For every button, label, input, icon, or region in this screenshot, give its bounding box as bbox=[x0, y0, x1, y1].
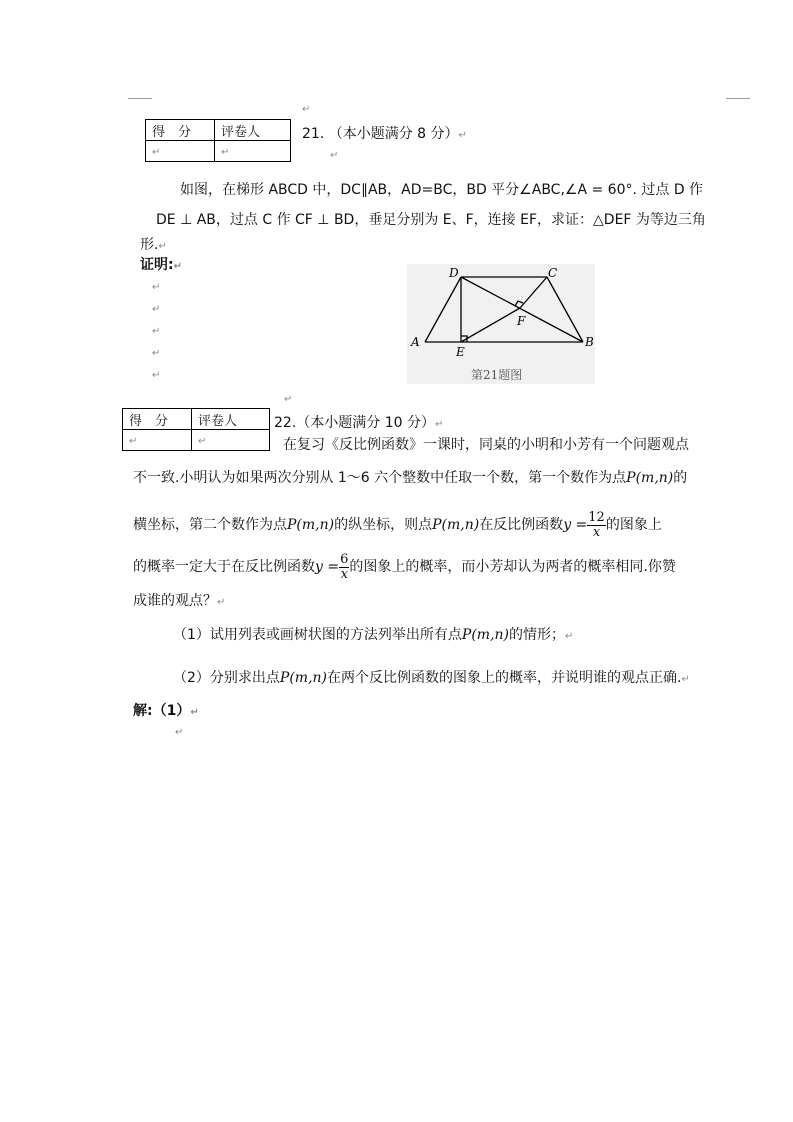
grader-label: 评卷人 bbox=[192, 409, 270, 430]
page-corner-right bbox=[726, 92, 750, 99]
return-mark: ↵ bbox=[152, 304, 161, 315]
page-corner-left bbox=[128, 92, 152, 99]
q22-line2c: 的 bbox=[673, 470, 688, 486]
score-cell[interactable] bbox=[146, 141, 215, 162]
return-mark: ↵ bbox=[152, 370, 161, 381]
q22-heading-text: 22.（本小题满分 10 分） bbox=[274, 415, 435, 431]
fraction-12-over-x bbox=[587, 511, 606, 540]
q22-part1 bbox=[173, 626, 573, 646]
return-mark: ↵ bbox=[173, 261, 182, 272]
point-p: P(m,n) bbox=[287, 517, 335, 533]
grader-label: 评卷人 bbox=[215, 120, 291, 141]
return-mark: ↵ bbox=[302, 104, 311, 115]
q22-line2 bbox=[133, 469, 687, 487]
return-mark: ↵ bbox=[217, 597, 226, 608]
q22-line3e: 在反比例函数 bbox=[479, 517, 564, 533]
return-mark: ↵ bbox=[152, 348, 161, 359]
return-mark: ↵ bbox=[190, 707, 199, 718]
q21-line3 bbox=[140, 236, 167, 256]
q22-score-table bbox=[122, 408, 270, 451]
q21-heading-text: 21. （本小题满分 8 分） bbox=[302, 126, 459, 142]
q22-line3c: 的纵坐标，则点 bbox=[334, 517, 433, 533]
q22-part1c: 的情形； bbox=[509, 627, 565, 643]
return-mark: ↵ bbox=[565, 631, 574, 642]
label-c: C bbox=[548, 266, 558, 280]
score-label: 得 分 bbox=[123, 409, 192, 430]
proof-label-text: 证明: bbox=[140, 257, 174, 273]
q22-line3 bbox=[133, 508, 662, 542]
return-mark: ↵ bbox=[152, 146, 161, 158]
function-y: y = bbox=[315, 559, 340, 575]
return-mark: ↵ bbox=[681, 674, 690, 685]
return-mark: ↵ bbox=[152, 326, 161, 337]
q22-line2a: 不一致.小明认为如果两次分别从 1～6 六个整数中任取一个数，第一个数作为点 bbox=[133, 470, 627, 486]
point-p: P(m,n) bbox=[461, 627, 509, 643]
return-mark: ↵ bbox=[129, 435, 138, 447]
proof-label bbox=[140, 256, 182, 276]
grader-cell[interactable] bbox=[215, 141, 291, 162]
answer-label bbox=[133, 702, 199, 722]
q21-line3-text: 形. bbox=[140, 237, 159, 253]
return-mark: ↵ bbox=[158, 241, 167, 252]
trapezoid-figure bbox=[407, 264, 595, 384]
score-label: 得 分 bbox=[146, 120, 215, 141]
return-mark: ↵ bbox=[221, 146, 230, 158]
fraction-denominator: x bbox=[592, 524, 601, 540]
label-d: D bbox=[449, 266, 459, 280]
q22-line4 bbox=[133, 550, 676, 584]
score-cell[interactable] bbox=[123, 430, 192, 451]
q22-line4c: 的图象上的概率，而小芳却认为两者的概率相同.你赞 bbox=[349, 559, 676, 575]
grader-cell[interactable] bbox=[192, 430, 270, 451]
label-e: E bbox=[456, 345, 465, 359]
q22-part2a: （2）分别求出点 bbox=[173, 670, 280, 686]
q22-line1: 在复习《反比例函数》一课时，同桌的小明和小芳有一个问题观点 bbox=[283, 437, 689, 453]
label-b: B bbox=[585, 335, 594, 349]
q22-line5-text: 成谁的观点？ bbox=[133, 593, 217, 609]
q22-line3a: 横坐标，第二个数作为点 bbox=[133, 517, 287, 533]
q22-line3g: 的图象上 bbox=[605, 517, 662, 533]
return-mark: ↵ bbox=[434, 419, 444, 430]
q22-part2 bbox=[173, 669, 690, 689]
label-f: F bbox=[517, 314, 526, 328]
fraction-numerator: 12 bbox=[588, 509, 605, 525]
return-mark: ↵ bbox=[284, 394, 293, 405]
return-mark: ↵ bbox=[458, 130, 467, 141]
q22-line5 bbox=[133, 592, 225, 612]
q21-score-table bbox=[145, 119, 291, 162]
q22-part2c: 在两个反比例函数的图象上的概率，并说明谁的观点正确. bbox=[327, 670, 682, 686]
return-mark: ↵ bbox=[175, 727, 184, 738]
q21-heading bbox=[302, 125, 467, 145]
q22-line4a: 的概率一定大于在反比例函数 bbox=[133, 559, 315, 575]
point-p: P(m,n) bbox=[432, 517, 480, 533]
label-a: A bbox=[411, 335, 420, 349]
fraction-6-over-x bbox=[339, 553, 349, 582]
return-mark: ↵ bbox=[198, 435, 207, 447]
fraction-denominator: x bbox=[340, 566, 348, 582]
q22-part1a: （1）试用列表或画树状图的方法列举出所有点 bbox=[173, 627, 462, 643]
q22-heading bbox=[274, 414, 443, 434]
return-mark: ↵ bbox=[330, 150, 339, 161]
point-p: P(m,n) bbox=[626, 470, 674, 486]
figure-caption: 第21题图 bbox=[471, 368, 523, 382]
point-p: P(m,n) bbox=[279, 670, 328, 686]
function-y: y = bbox=[563, 517, 588, 533]
q21-line1: 如图，在梯形 ABCD 中，DC∥AB，AD=BC，BD 平分∠ABC,∠A = 60°. 过点 D 作 bbox=[180, 182, 704, 198]
answer-label-text: 解:（1） bbox=[133, 703, 191, 719]
return-mark: ↵ bbox=[152, 282, 161, 293]
q21-line2: DE ⊥ AB，过点 C 作 CF ⊥ BD，垂足分别为 E、F，连接 EF，求证：△DEF 为等边三角 bbox=[156, 212, 706, 228]
fraction-numerator: 6 bbox=[340, 551, 349, 567]
